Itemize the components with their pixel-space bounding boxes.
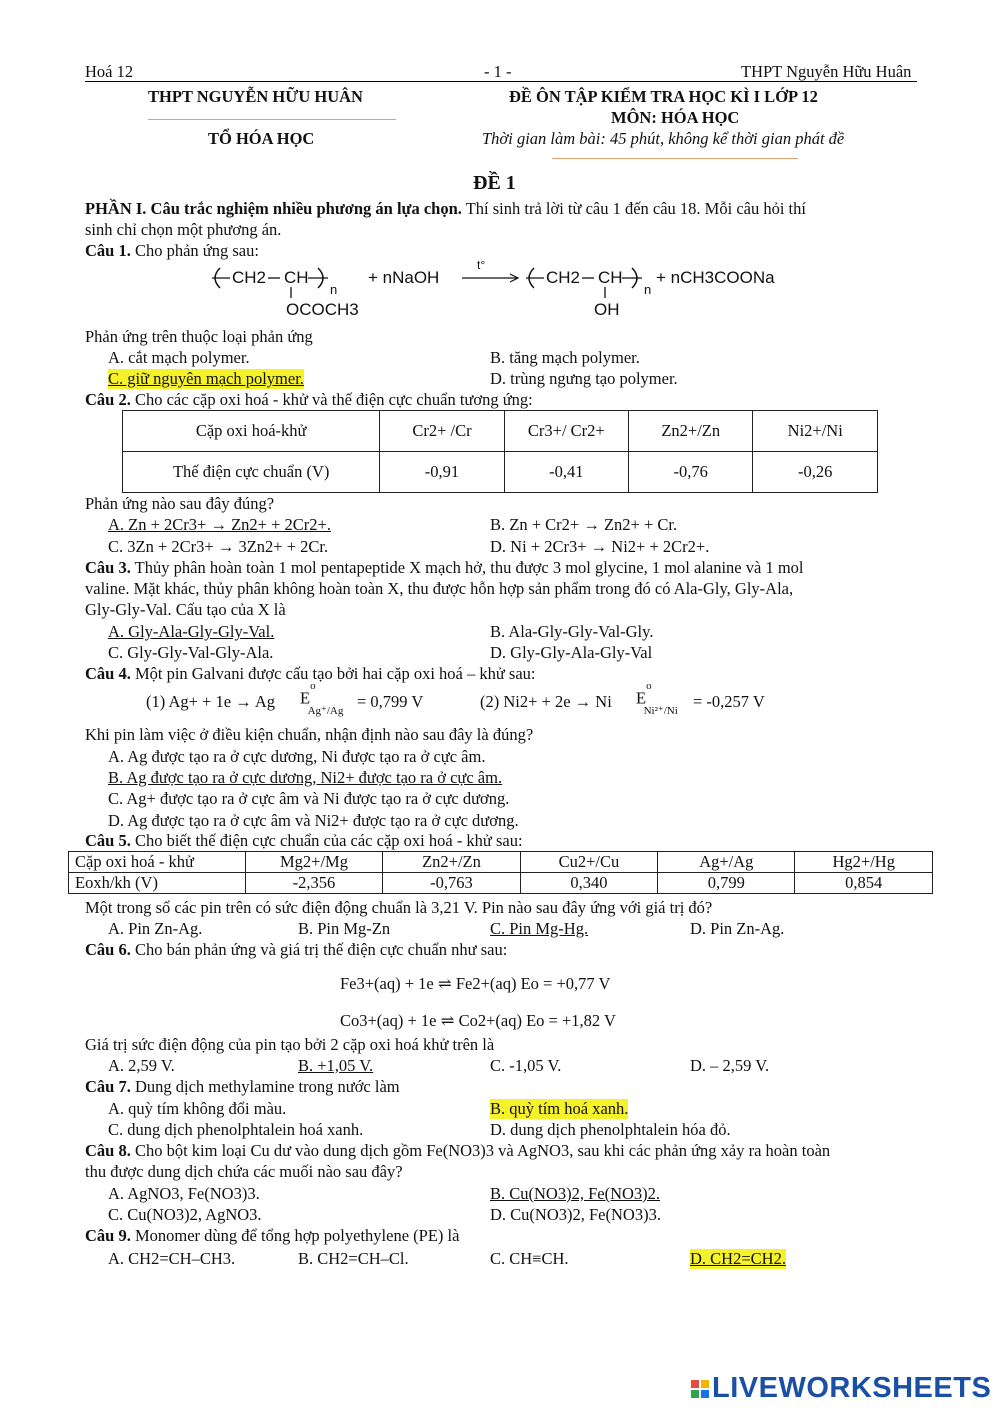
q2-header-pair: Cặp oxi hoá-khử <box>123 411 380 452</box>
q1-ococh3: OCOCH3 <box>286 300 359 319</box>
q3-option-d[interactable]: D. Gly-Gly-Ala-Gly-Val <box>490 643 653 662</box>
q6-equation-co: Co3+(aq) + 1e ⇌ Co2+(aq) Eo = +1,82 V <box>340 1011 616 1030</box>
q6-option-d[interactable]: D. – 2,59 V. <box>690 1056 770 1075</box>
q1-ch2-left: CH2 <box>232 268 267 287</box>
q2-row-label: Thế điện cực chuẩn (V) <box>123 452 380 493</box>
q2-header-cr2-cr: Cr2+ /Cr <box>380 411 504 452</box>
header-right: THPT Nguyễn Hữu Huân <box>741 62 912 81</box>
q2-value-cr2-cr: -0,91 <box>380 452 504 493</box>
exam-title: ĐỀ ÔN TẬP KIỂM TRA HỌC KÌ I LỚP 12 <box>509 87 818 106</box>
q7-option-a[interactable]: A. quỳ tím không đổi màu. <box>108 1099 287 1118</box>
q6-option-a[interactable]: A. 2,59 V. <box>108 1056 175 1075</box>
q5-header-hg: Hg2+/Hg <box>795 852 933 873</box>
q2-potential-table <box>122 410 878 493</box>
q8-stem-line2: thu được dung dịch chứa các muối nào sau đây? <box>85 1162 403 1181</box>
q3-stem-line1: Câu 3. Thủy phân hoàn toàn 1 mol pentapeptide X mạch hở, thu được 3 mol glycine, 1 mol alanine và 1 mol <box>85 558 804 577</box>
liveworksheets-watermark <box>690 1372 991 1405</box>
q1-ch2-right: CH2 <box>546 268 581 287</box>
q5-question: Một trong số các pin trên có sức điện động chuẩn là 3,21 V. Pin nào sau đây ứng với giá trị đó? <box>85 898 713 917</box>
q5-option-d[interactable]: D. Pin Zn-Ag. <box>690 919 785 938</box>
q2-option-c[interactable]: C. 3Zn + 2Cr3+ → 3Zn2+ + 2Cr. <box>108 537 329 556</box>
q2-header-cr3-cr2: Cr3+/ Cr2+ <box>504 411 628 452</box>
q1-heat-symbol: t° <box>477 258 486 272</box>
q5-header-pair: Cặp oxi hoá - khử <box>69 852 246 873</box>
liveworksheets-logo-icon <box>690 1379 712 1399</box>
q9-option-b[interactable]: B. CH2=CH–Cl. <box>298 1249 409 1268</box>
q8-option-d[interactable]: D. Cu(NO3)2, Fe(NO3)3. <box>490 1205 661 1224</box>
q4-option-b[interactable]: B. Ag được tạo ra ở cực dương, Ni2+ được tạo ra ở cực âm. <box>108 768 503 787</box>
q3-option-a[interactable]: A. Gly-Ala-Gly-Gly-Val. <box>108 622 275 641</box>
q1-ch-right: CH <box>598 268 623 287</box>
exam-code: ĐỀ 1 <box>473 172 516 194</box>
q4-e0-ag: $E^o_{Ag^+/Ag}$ <box>300 680 344 717</box>
q5-stem: Câu 5. Cho biết thế điện cực chuẩn của các cặp oxi hoá - khử sau: <box>85 831 523 850</box>
q9-option-d[interactable]: D. CH2=CH2. <box>690 1249 786 1268</box>
time-limit: Thời gian làm bài: 45 phút, không kể thời gian phát đề <box>482 129 845 148</box>
q5-option-c[interactable]: C. Pin Mg-Hg. <box>490 919 589 938</box>
q5-potential-table <box>68 851 933 894</box>
q4-stem: Câu 4. Một pin Galvani được cấu tạo bởi hai cặp oxi hoá – khử sau: <box>85 664 536 683</box>
q5-row-label: Eoxh/kh (V) <box>69 873 246 894</box>
q5-value-cu: 0,340 <box>520 873 657 894</box>
liveworksheets-text: LIVEWORKSHEETS <box>712 1372 992 1404</box>
q6-option-b[interactable]: B. +1,05 V. <box>298 1056 374 1075</box>
q5-header-ag: Ag+/Ag <box>658 852 795 873</box>
q2-option-d[interactable]: D. Ni + 2Cr3+ → Ni2+ + 2Cr2+. <box>490 537 710 556</box>
q7-option-d[interactable]: D. dung dịch phenolphtalein hóa đỏ. <box>490 1120 731 1139</box>
q2-header-ni2-ni: Ni2+/Ni <box>753 411 878 452</box>
q2-value-zn2-zn: -0,76 <box>628 452 753 493</box>
q4-question: Khi pin làm việc ở điều kiện chuẩn, nhận định nào sau đây là đúng? <box>85 725 534 744</box>
q5-value-ag: 0,799 <box>658 873 795 894</box>
q1-option-c[interactable]: C. giữ nguyên mạch polymer. <box>108 369 304 388</box>
q2-option-b[interactable]: B. Zn + Cr2+ → Zn2+ + Cr. <box>490 515 678 534</box>
q4-half-reaction-2: (2) Ni2+ + 2e → Ni <box>480 692 612 711</box>
part1-line1: PHẦN I. Câu trắc nghiệm nhiều phương án lựa chọn. Thí sinh trả lời từ câu 1 đến câu 18. Mỗi câu hỏi thí <box>85 199 806 218</box>
q2-header-zn2-zn: Zn2+/Zn <box>628 411 753 452</box>
q2-value-ni2-ni: -0,26 <box>753 452 878 493</box>
q2-stem: Câu 2. Cho các cặp oxi hoá - khử và thế điện cực chuẩn tương ứng: <box>85 390 533 409</box>
q2-question: Phản ứng nào sau đây đúng? <box>85 494 275 513</box>
header-rule <box>85 81 917 82</box>
q4-e0-ni: $E^o_{Ni^{2+}/Ni}$ <box>636 680 678 717</box>
q1-n-left: n <box>330 282 338 297</box>
q9-option-c[interactable]: C. CH≡CH. <box>490 1249 569 1268</box>
q4-option-a[interactable]: A. Ag được tạo ra ở cực dương, Ni được tạo ra ở cực âm. <box>108 747 486 766</box>
q3-option-c[interactable]: C. Gly-Gly-Val-Gly-Ala. <box>108 643 274 662</box>
q5-value-mg: -2,356 <box>245 873 383 894</box>
q1-option-b[interactable]: B. tăng mạch polymer. <box>490 348 640 367</box>
q1-oh: OH <box>594 300 620 319</box>
q5-value-hg: 0,854 <box>795 873 933 894</box>
q2-value-cr3-cr2: -0,41 <box>504 452 628 493</box>
department-name: TỔ HÓA HỌC <box>208 129 315 148</box>
q6-question: Giá trị sức điện động của pin tạo bởi 2 cặp oxi hoá khử trên là <box>85 1035 495 1054</box>
q5-value-zn: -0,763 <box>383 873 520 894</box>
q1-option-d[interactable]: D. trùng ngưng tạo polymer. <box>490 369 678 388</box>
q2-option-a[interactable]: A. Zn + 2Cr3+ → Zn2+ + 2Cr2+. <box>108 515 331 534</box>
q9-option-a[interactable]: A. CH2=CH–CH3. <box>108 1249 236 1268</box>
q3-stem-line3: Gly-Gly-Val. Cấu tạo của X là <box>85 600 286 619</box>
q1-naoh: + nNaOH <box>368 268 440 287</box>
q6-option-c[interactable]: C. -1,05 V. <box>490 1056 562 1075</box>
header-left: Hoá 12 <box>85 62 134 81</box>
q4-half-reaction-1: (1) Ag+ + 1e → Ag <box>146 692 276 711</box>
q1-ch-left: CH <box>284 268 309 287</box>
school-underline <box>148 119 396 120</box>
time-underline <box>552 158 798 159</box>
q5-option-b[interactable]: B. Pin Mg-Zn <box>298 919 391 938</box>
q4-e0-ag-value: = 0,799 V <box>357 692 424 711</box>
q7-stem: Câu 7. Dung dịch methylamine trong nước làm <box>85 1077 400 1096</box>
q4-option-d[interactable]: D. Ag được tạo ra ở cực âm và Ni2+ được tạo ra ở cực dương. <box>108 811 519 830</box>
q6-stem: Câu 6. Cho bán phản ứng và giá trị thế điện cực chuẩn như sau: <box>85 940 508 959</box>
q5-header-cu: Cu2+/Cu <box>520 852 657 873</box>
q1-product: + nCH3COONa <box>656 268 775 287</box>
q9-stem: Câu 9. Monomer dùng để tổng hợp polyethylene (PE) là <box>85 1226 460 1245</box>
q1-option-a[interactable]: A. cắt mạch polymer. <box>108 348 250 367</box>
q3-option-b[interactable]: B. Ala-Gly-Gly-Val-Gly. <box>490 622 654 641</box>
q8-option-a[interactable]: A. AgNO3, Fe(NO3)3. <box>108 1184 260 1203</box>
q8-option-b[interactable]: B. Cu(NO3)2, Fe(NO3)2. <box>490 1184 661 1203</box>
q5-option-a[interactable]: A. Pin Zn-Ag. <box>108 919 203 938</box>
q3-stem-line2: valine. Mặt khác, thủy phân không hoàn toàn X, thu được hỗn hợp sản phẩm trong đó có Ala-Gly, Gly-Ala, <box>85 579 794 598</box>
q1-stem: Câu 1. Cho phản ứng sau: <box>85 241 259 260</box>
q7-option-b[interactable]: B. quỳ tím hoá xanh. <box>490 1099 629 1118</box>
q5-header-zn: Zn2+/Zn <box>383 852 520 873</box>
q4-option-c[interactable]: C. Ag+ được tạo ra ở cực âm và Ni được tạo ra ở cực dương. <box>108 789 510 808</box>
school-name: THPT NGUYỄN HỮU HUÂN <box>148 87 363 106</box>
q7-option-c[interactable]: C. dung dịch phenolphtalein hoá xanh. <box>108 1120 364 1139</box>
header-page-number: - 1 - <box>484 62 512 81</box>
part1-line2: sinh chỉ chọn một phương án. <box>85 220 282 239</box>
q5-header-mg: Mg2+/Mg <box>245 852 383 873</box>
q8-stem-line1: Câu 8. Cho bột kim loại Cu dư vào dung dịch gồm Fe(NO3)3 và AgNO3, sau khi các phản ứng xảy ra hoàn toàn <box>85 1141 831 1160</box>
q4-e0-ni-value: = -0,257 V <box>693 692 765 711</box>
q8-option-c[interactable]: C. Cu(NO3)2, AgNO3. <box>108 1205 262 1224</box>
subject-title: MÔN: HÓA HỌC <box>611 108 740 127</box>
q1-question: Phản ứng trên thuộc loại phản ứng <box>85 327 313 346</box>
q1-n-right: n <box>644 282 652 297</box>
q6-equation-fe: Fe3+(aq) + 1e ⇌ Fe2+(aq) Eo = +0,77 V <box>340 974 611 993</box>
